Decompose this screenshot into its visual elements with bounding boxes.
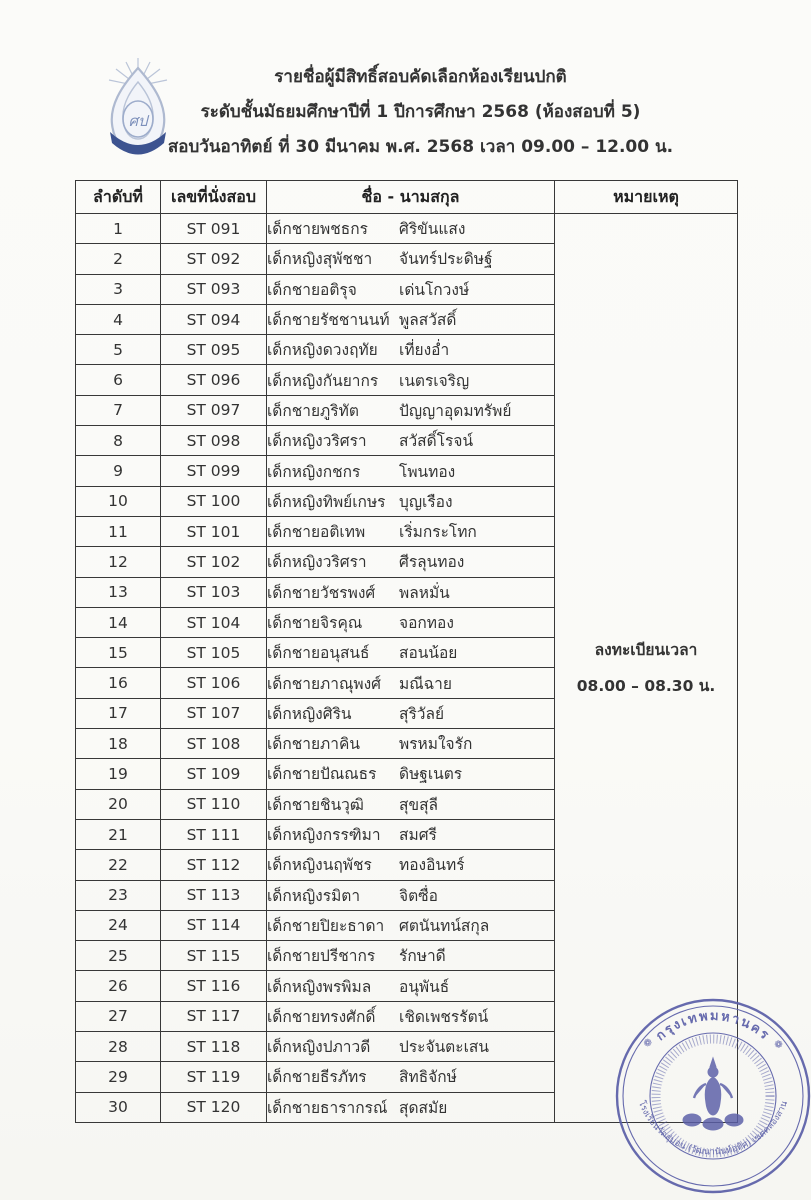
surname: จันทร์ประดิษฐ์ [399, 250, 493, 269]
given-name: เด็กชายจิรคุณ [267, 614, 363, 632]
name-cell [267, 941, 555, 971]
seat-number-cell: ST 092 [161, 244, 267, 274]
stamp-bottom-text: โรงเรียนวัดสุ่มอน (วัฒนานันท์อุทิศ) เขตคลองสาน [635, 1099, 791, 1158]
name-cell [267, 971, 555, 1001]
given-name: เด็กชายอติรุจ [267, 280, 357, 299]
column-header-remarks: หมายเหตุ [555, 181, 738, 214]
document-title [80, 60, 761, 165]
given-name: เด็กหญิงศิริน [267, 704, 352, 723]
row-number-cell: 22 [76, 850, 161, 880]
table-header-row [76, 181, 738, 214]
seat-number-cell: ST 113 [161, 880, 267, 910]
name-cell [267, 1062, 555, 1092]
surname: ศิริขันแสง [399, 220, 466, 239]
row-number-cell: 15 [76, 638, 161, 668]
surname: สุริวัลย์ [399, 704, 445, 723]
seat-number-cell: ST 109 [161, 759, 267, 789]
name-cell [267, 365, 555, 395]
given-name: เด็กชายปิยะธาดา [267, 916, 385, 935]
surname: ทองอินทร์ [399, 856, 465, 875]
given-name: เด็กชายภูริทัต [267, 401, 359, 420]
given-name: เด็กชายปัณณธร [267, 765, 377, 784]
name-cell [267, 759, 555, 789]
row-number-cell: 23 [76, 880, 161, 910]
surname: มณีฉาย [399, 674, 452, 693]
row-number-cell: 20 [76, 789, 161, 819]
given-name: เด็กหญิงทิพย์เกษร [267, 492, 386, 511]
given-name: เด็กหญิงรมิตา [267, 886, 361, 905]
row-number-cell: 8 [76, 426, 161, 456]
name-cell [267, 395, 555, 425]
surname: ศีรลุนทอง [399, 553, 465, 572]
seat-number-cell: ST 099 [161, 456, 267, 486]
given-name: เด็กชายธีรภัทร [267, 1068, 367, 1087]
title-line-2: ระดับชั้นมัธยมศึกษาปีที่ 1 ปีการศึกษา 2568 (ห้องสอบที่ 5) [200, 102, 641, 122]
name-cell [267, 547, 555, 577]
name-cell [267, 214, 555, 244]
seat-number-cell: ST 106 [161, 668, 267, 698]
row-number-cell: 4 [76, 304, 161, 334]
stamp-rosette-left: ❁ [641, 1036, 656, 1051]
surname: เที่ยงอ่ำ [399, 341, 450, 360]
surname: พรหมใจรัก [399, 735, 473, 754]
surname: เชิดเพชรรัตน์ [399, 1007, 489, 1026]
given-name: เด็กชายพชธกร [267, 220, 368, 239]
name-cell [267, 850, 555, 880]
surname: เริ่มกระโทก [399, 523, 477, 542]
name-cell [267, 607, 555, 637]
seat-number-cell: ST 112 [161, 850, 267, 880]
row-number-cell: 2 [76, 244, 161, 274]
row-number-cell: 26 [76, 971, 161, 1001]
given-name: เด็กหญิงกรรฑิมา [267, 826, 381, 845]
seat-number-cell: ST 107 [161, 698, 267, 728]
given-name: เด็กหญิงนฤพัชร [267, 856, 372, 875]
seat-number-cell: ST 091 [161, 214, 267, 244]
seat-number-cell: ST 098 [161, 426, 267, 456]
given-name: เด็กชายรัชชานนท์ [267, 311, 390, 330]
name-cell [267, 910, 555, 940]
name-cell [267, 304, 555, 334]
name-cell [267, 274, 555, 304]
given-name: เด็กหญิงกชกร [267, 462, 361, 481]
stamp-top-text: กรุงเทพมหานคร [653, 1008, 773, 1045]
row-number-cell: 7 [76, 395, 161, 425]
seat-number-cell: ST 104 [161, 607, 267, 637]
name-cell [267, 1001, 555, 1031]
name-cell [267, 456, 555, 486]
remarks-cell [555, 214, 738, 1123]
seat-number-cell: ST 111 [161, 819, 267, 849]
name-cell [267, 577, 555, 607]
name-cell [267, 516, 555, 546]
given-name: เด็กชายภาคิน [267, 735, 360, 754]
emblem-monogram: ศป [128, 112, 148, 130]
given-name: เด็กหญิงพรพิมล [267, 977, 372, 996]
seat-number-cell: ST 120 [161, 1092, 267, 1122]
name-cell [267, 819, 555, 849]
row-number-cell: 28 [76, 1032, 161, 1062]
surname: ศตนันทน์สกุล [399, 916, 490, 935]
name-cell [267, 426, 555, 456]
seat-number-cell: ST 093 [161, 274, 267, 304]
given-name: เด็กชายชินวุฒิ [267, 795, 364, 814]
surname: รักษาดี [399, 947, 446, 966]
row-number-cell: 3 [76, 274, 161, 304]
seat-number-cell: ST 119 [161, 1062, 267, 1092]
surname: จอกทอง [399, 614, 454, 632]
seat-number-cell: ST 102 [161, 547, 267, 577]
seat-number-cell: ST 103 [161, 577, 267, 607]
given-name: เด็กชายปรีชากร [267, 947, 376, 966]
row-number-cell: 6 [76, 365, 161, 395]
given-name: เด็กชายภาณุพงศ์ [267, 674, 381, 693]
seat-number-cell: ST 115 [161, 941, 267, 971]
seat-number-cell: ST 116 [161, 971, 267, 1001]
row-number-cell: 9 [76, 456, 161, 486]
row-number-cell: 27 [76, 1001, 161, 1031]
title-line-1: รายชื่อผู้มีสิทธิ์สอบคัดเลือกห้องเรียนปกติ [274, 67, 567, 87]
seat-number-cell: ST 096 [161, 365, 267, 395]
column-header-seat: เลขที่นั่งสอบ [161, 181, 267, 214]
column-header-name: ชื่อ - นามสกุล [267, 181, 555, 214]
row-number-cell: 30 [76, 1092, 161, 1122]
given-name: เด็กหญิงดวงฤทัย [267, 341, 378, 360]
surname: เนตรเจริญ [399, 371, 470, 390]
name-cell [267, 1092, 555, 1122]
surname: พูลสวัสดิ์ [399, 311, 457, 330]
name-cell [267, 486, 555, 516]
row-number-cell: 19 [76, 759, 161, 789]
row-number-cell: 5 [76, 335, 161, 365]
seat-number-cell: ST 095 [161, 335, 267, 365]
row-number-cell: 18 [76, 729, 161, 759]
name-cell [267, 789, 555, 819]
stamp-rosette-right: ❁ [770, 1038, 785, 1052]
row-number-cell: 1 [76, 214, 161, 244]
surname: ปัญญาอุดมทรัพย์ [399, 401, 512, 420]
seat-number-cell: ST 101 [161, 516, 267, 546]
name-cell [267, 244, 555, 274]
given-name: เด็กชายอนุสนธ์ [267, 644, 370, 663]
given-name: เด็กหญิงปภาวดี [267, 1038, 371, 1057]
row-number-cell: 21 [76, 819, 161, 849]
surname: เด่นโกวงษ์ [399, 280, 470, 299]
surname: จิตซื่อ [399, 886, 438, 905]
surname: สอนน้อย [399, 644, 458, 663]
seat-number-cell: ST 100 [161, 486, 267, 516]
given-name: เด็กชายวัชรพงศ์ [267, 583, 376, 602]
row-number-cell: 11 [76, 516, 161, 546]
row-number-cell: 17 [76, 698, 161, 728]
surname: อนุพันธ์ [399, 977, 450, 996]
table-row [76, 214, 738, 244]
seat-number-cell: ST 118 [161, 1032, 267, 1062]
seat-number-cell: ST 114 [161, 910, 267, 940]
remark-line-2: 08.00 – 08.30 น. [576, 676, 716, 695]
roster-body [76, 214, 738, 1123]
surname: บุญเรือง [399, 492, 453, 511]
name-cell [267, 668, 555, 698]
name-cell [267, 638, 555, 668]
surname: สุขสุลี [399, 795, 439, 814]
given-name: เด็กชายธารากรณ์ [267, 1098, 388, 1117]
given-name: เด็กหญิงวริศรา [267, 553, 367, 572]
surname: สมศรี [399, 826, 437, 845]
name-cell [267, 1032, 555, 1062]
row-number-cell: 16 [76, 668, 161, 698]
name-cell [267, 335, 555, 365]
remark-line-1: ลงทะเบียนเวลา [594, 640, 698, 659]
given-name: เด็กหญิงสุพัชชา [267, 250, 373, 269]
row-number-cell: 10 [76, 486, 161, 516]
title-line-3: สอบวันอาทิตย์ ที่ 30 มีนาคม พ.ศ. 2568 เวลา 09.00 – 12.00 น. [167, 137, 674, 157]
given-name: เด็กหญิงกันยากร [267, 371, 379, 390]
surname: ดิษฐเนตร [399, 765, 463, 784]
row-number-cell: 25 [76, 941, 161, 971]
surname: โพนทอง [399, 462, 456, 481]
row-number-cell: 12 [76, 547, 161, 577]
name-cell [267, 698, 555, 728]
seat-number-cell: ST 117 [161, 1001, 267, 1031]
seat-number-cell: ST 110 [161, 789, 267, 819]
given-name: เด็กชายอติเทพ [267, 523, 366, 542]
surname: สิทธิจักษ์ [399, 1068, 457, 1087]
column-header-number: ลำดับที่ [76, 181, 161, 214]
row-number-cell: 29 [76, 1062, 161, 1092]
surname: สุดสมัย [399, 1098, 448, 1117]
surname: สวัสดิ์โรจน์ [399, 432, 474, 451]
name-cell [267, 880, 555, 910]
row-number-cell: 13 [76, 577, 161, 607]
roster-table [75, 180, 738, 1123]
surname: ประจันตะเสน [399, 1038, 489, 1057]
row-number-cell: 14 [76, 607, 161, 637]
surname: พลหมั่น [399, 583, 450, 602]
given-name: เด็กชายทรงศักดิ์ [267, 1007, 376, 1026]
seat-number-cell: ST 105 [161, 638, 267, 668]
name-cell [267, 729, 555, 759]
seat-number-cell: ST 108 [161, 729, 267, 759]
seat-number-cell: ST 094 [161, 304, 267, 334]
row-number-cell: 24 [76, 910, 161, 940]
given-name: เด็กหญิงวริศรา [267, 432, 367, 451]
seat-number-cell: ST 097 [161, 395, 267, 425]
